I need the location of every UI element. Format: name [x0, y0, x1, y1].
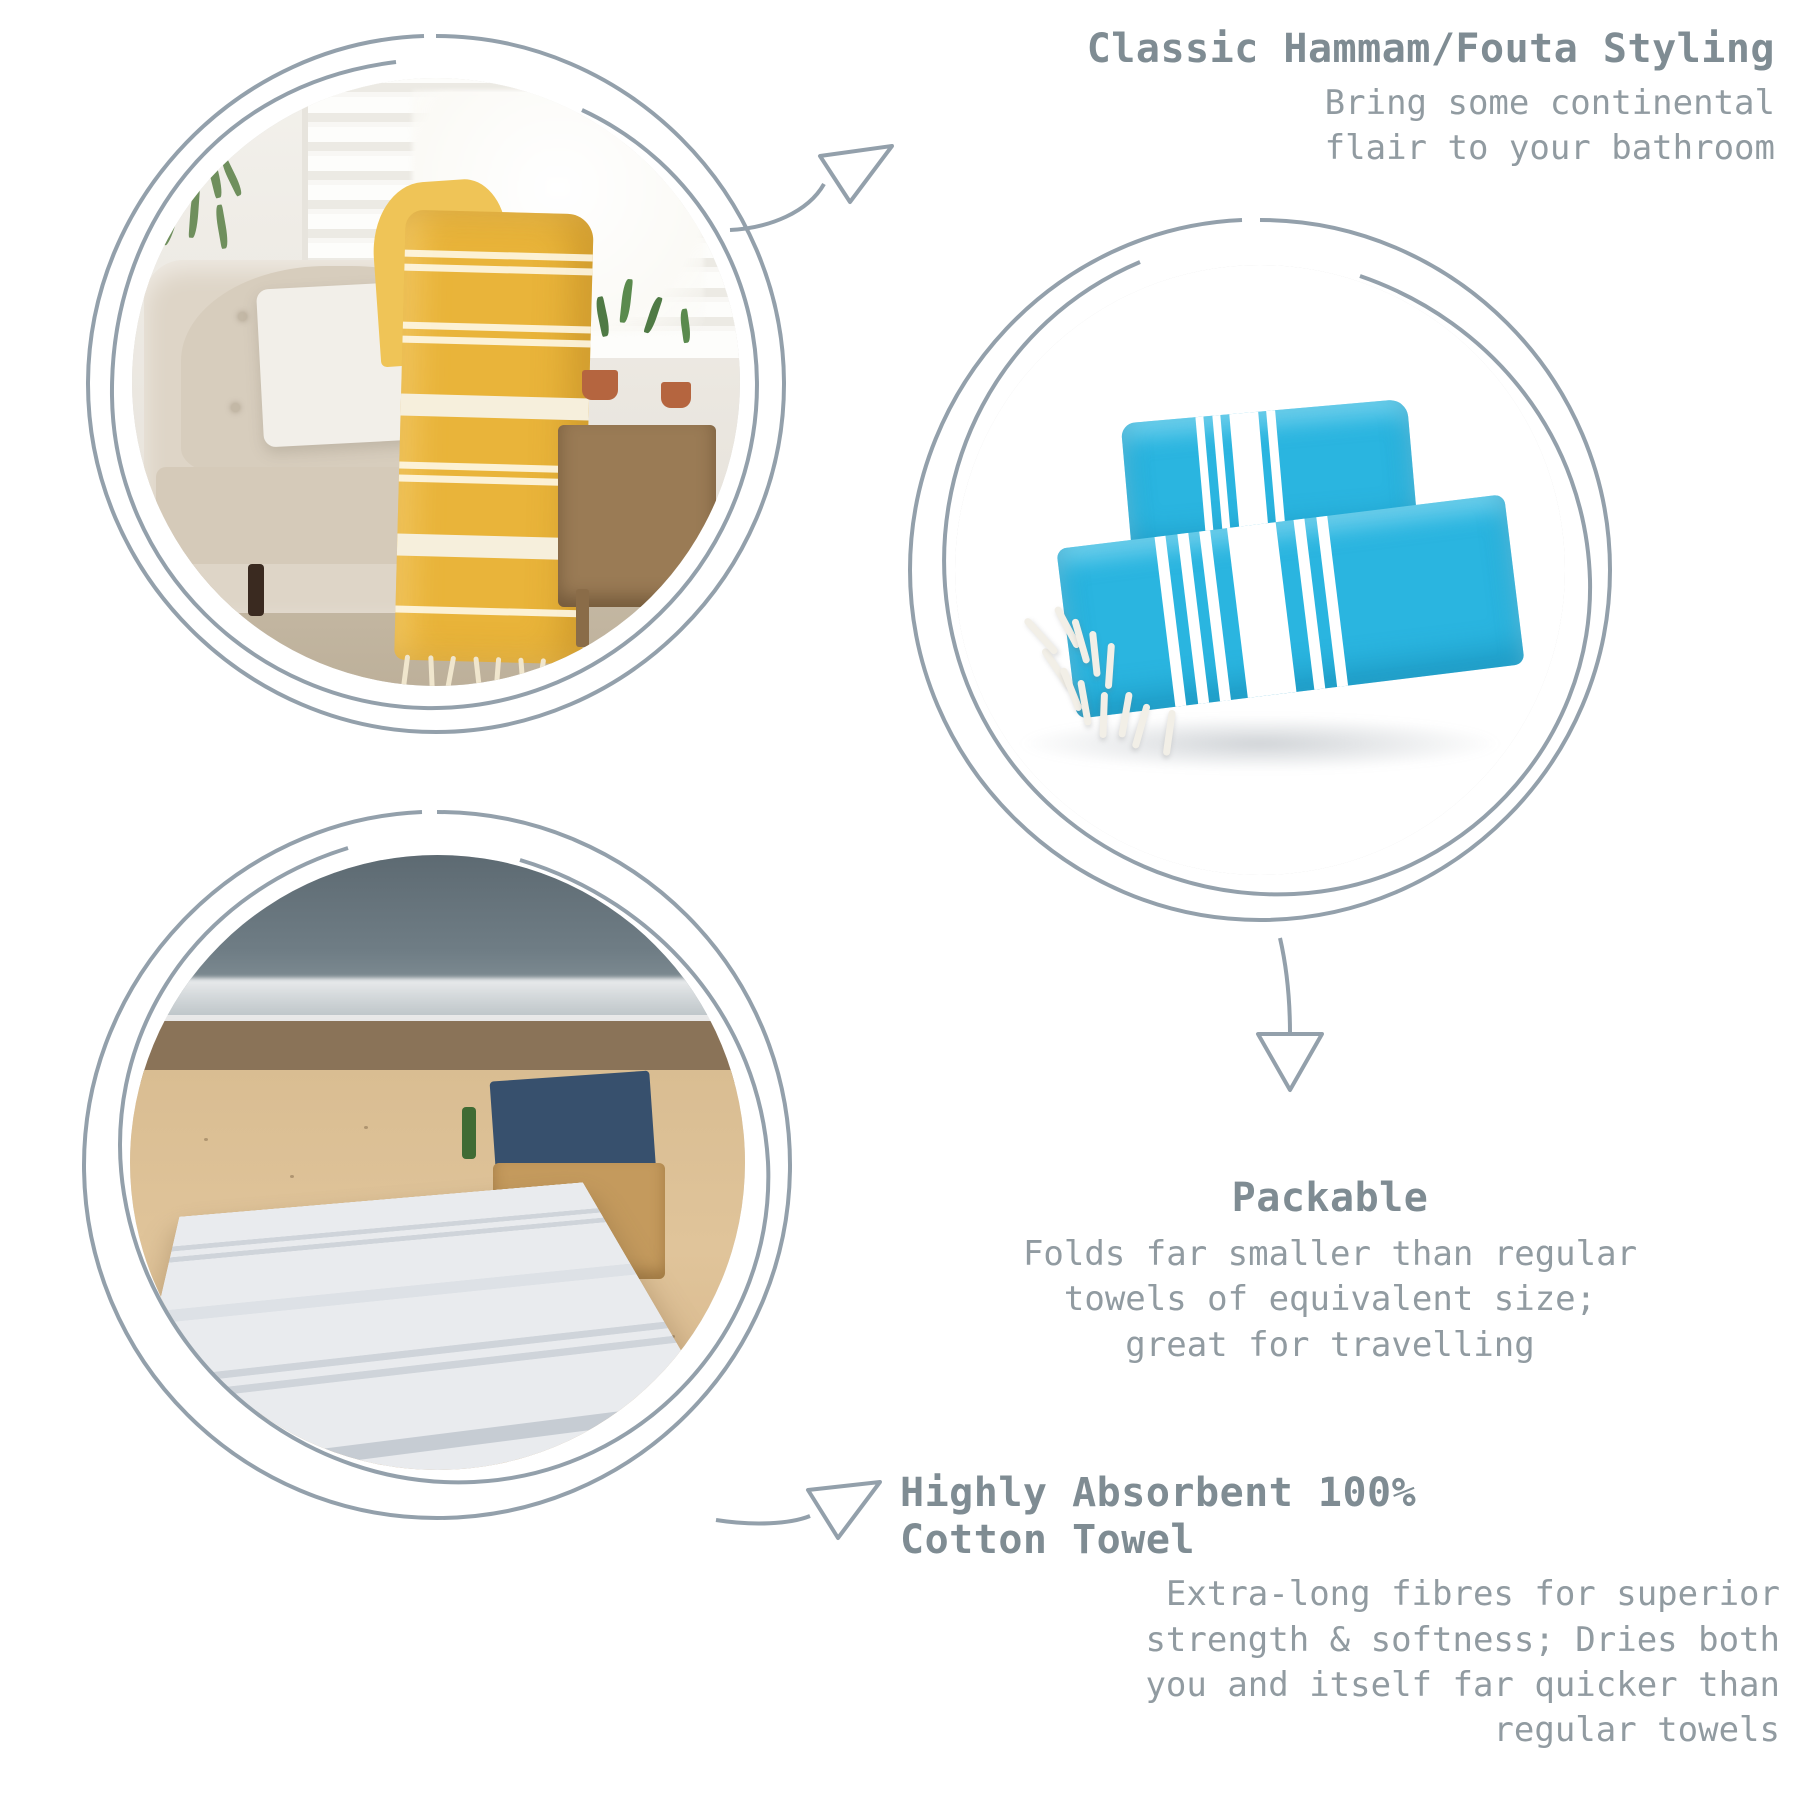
photo-folded-towel-ring	[890, 200, 1630, 940]
feature-packable	[880, 1175, 1780, 1368]
feature-styling-body-line: Bring some continental	[1324, 83, 1775, 124]
arrow-to-packable	[1210, 930, 1390, 1120]
arrow-to-absorbent	[690, 1420, 910, 1560]
arrow-to-styling	[700, 120, 920, 260]
feature-packable-body-line: Folds far smaller than regular	[1022, 1234, 1638, 1275]
feature-absorbent	[900, 1470, 1780, 1753]
feature-absorbent-body-line: regular towels	[1493, 1710, 1780, 1751]
feature-absorbent-body-line: Extra-long fibres for superior	[1165, 1574, 1780, 1615]
feature-absorbent-heading-line: Highly Absorbent 100%	[900, 1470, 1417, 1516]
feature-absorbent-heading	[900, 1470, 1780, 1564]
feature-packable-body-line: towels of equivalent size;	[1063, 1279, 1597, 1320]
feature-packable-heading: Packable	[1231, 1175, 1429, 1221]
feature-styling-heading: Classic Hammam/Fouta Styling	[1086, 26, 1775, 72]
feature-styling	[905, 26, 1775, 172]
feature-packable-body-line: great for travelling	[1125, 1324, 1535, 1365]
feature-styling-body	[905, 81, 1775, 171]
feature-absorbent-body	[900, 1572, 1780, 1753]
feature-styling-body-line: flair to your bathroom	[1324, 128, 1775, 169]
feature-packable-body	[880, 1232, 1780, 1368]
feature-absorbent-body-line: strength & softness; Dries both	[1145, 1619, 1780, 1660]
feature-absorbent-body-line: you and itself far quicker than	[1145, 1664, 1780, 1705]
feature-absorbent-heading-line: Cotton Towel	[900, 1517, 1195, 1564]
photo-armchair-ring	[66, 14, 806, 754]
